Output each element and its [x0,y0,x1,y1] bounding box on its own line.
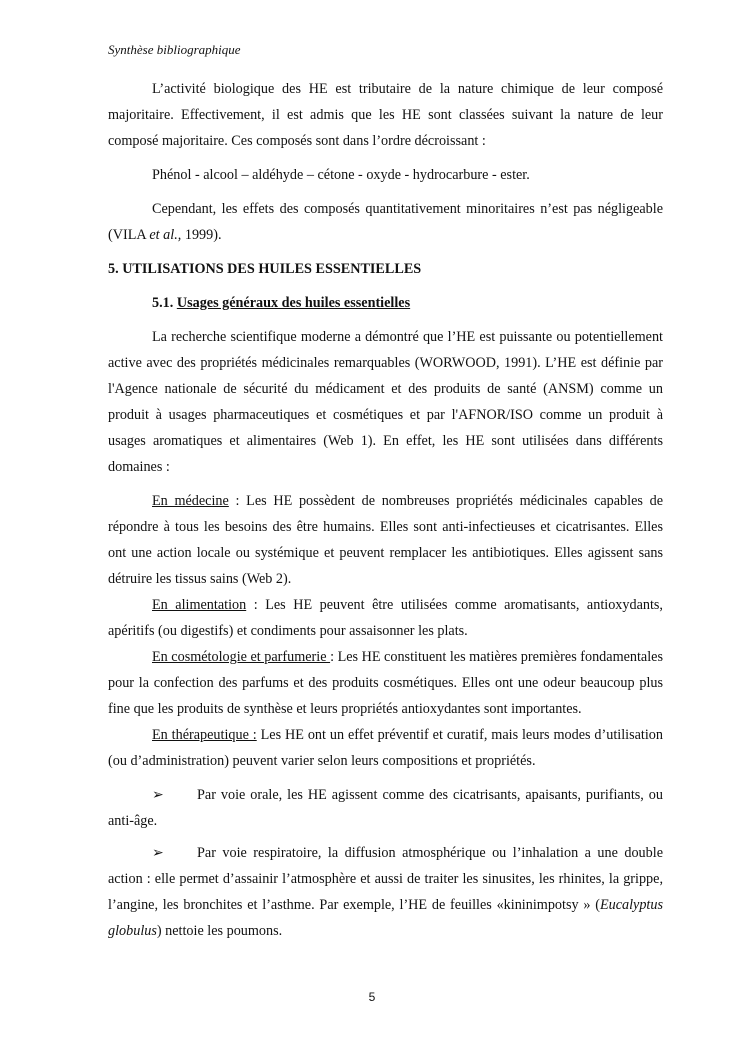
paragraph-minority-compounds [108,196,663,248]
domain-therapeutic [108,722,663,774]
page-number: 5 [368,990,376,1004]
species-name: Eucalyptus globulus [108,897,663,939]
text-segment: Cependant, les effets des composés quantitativement minoritaires n’est pas négligeable (VILA [108,201,663,243]
domain-label: En cosmétologie et parfumerie [152,649,331,665]
bullet-oral [108,782,663,834]
domain-medicine [108,488,663,592]
domain-cosmetics [108,644,663,722]
citation-et-al: et al., [149,227,182,243]
section-heading: 5. UTILISATIONS DES HUILES ESSENTIELLES [108,261,422,277]
compound-order-list: Phénol - alcool – aldéhyde – cétone - oxyde - hydrocarbure - ester. [152,167,530,183]
bullet-respiratory [108,840,663,944]
domain-label: En alimentation [152,597,247,613]
domain-text: : Les HE constituent les matières premières fondamentales pour la confection des parfums et des produits cosmétiques. Elles ont une odeur beaucoup plus fine que les produits de synthèse et leurs propriétés antioxydantes sont importantes. [108,649,663,717]
domain-label: En médecine [152,493,229,509]
subsection-title: Usages généraux des huiles essentielles [176,295,411,311]
domain-food [108,592,663,644]
paragraph-biological-activity: L’activité biologique des HE est tributaire de la nature chimique de leur composé majoritaire. Effectivement, il est admis que les HE sont classées suivant la nature de leur composé majoritaire. Ces composés sont dans l’ordre décroissant : [108,81,663,149]
bullet-text-end: ) nettoie les poumons. [156,923,283,939]
page-body [108,76,663,944]
arrow-bullet-icon: ➢ [152,845,164,861]
running-header: Synthèse bibliographique [108,42,241,57]
domain-text: Les HE ont un effet préventif et curatif, mais leurs modes d’utilisation (ou d’administration) peuvent varier selon leurs compositions et propriétés. [108,727,663,769]
text-segment: 1999). [181,227,222,243]
bullet-text: Par voie respiratoire, la diffusion atmosphérique ou l’inhalation a une double action : elle permet d’assainir l’atmosphère et aussi de traiter les sinusites, les rhinites, la grippe, l’angine, les bronchites et l’asthme. Par exemple, l’HE de feuilles «kininimpotsy » ( [108,845,663,913]
arrow-bullet-icon: ➢ [152,787,164,803]
domain-text: : Les HE possèdent de nombreuses propriétés médicinales capables de répondre à tous les besoins des être humains. Elles sont anti-infectieuses et cicatrisantes. Elles ont une action locale ou systémique et peuvent remplacer les antibiotiques. Elles agissent sans détruire les tissus sains (Web 2). [108,493,664,587]
paragraph-intro: La recherche scientifique moderne a démontré que l’HE est puissante ou potentiellement active avec des propriétés médicinales remarquables (WORWOOD, 1991). L’HE est définie par l'Agence nationale de sécurité du médicament et des produits de santé (ANSM) comme un produit à usages pharmaceutiques et cosmétiques et par l'AFNOR/ISO comme un produit à usages aromatiques et alimentaires (Web 1). En effet, les HE sont utilisées dans différents domaines : [108,329,663,475]
domain-label: En thérapeutique : [152,727,257,743]
domain-text: : Les HE peuvent être utilisées comme aromatisants, antioxydants, apéritifs (ou digestifs) et condiments pour assaisonner les plats. [108,597,663,639]
bullet-text: Par voie orale, les HE agissent comme des cicatrisants, apaisants, purifiants, ou anti-âge. [108,787,663,829]
subsection-number: 5.1. [152,295,177,311]
subsection-heading [108,290,663,316]
